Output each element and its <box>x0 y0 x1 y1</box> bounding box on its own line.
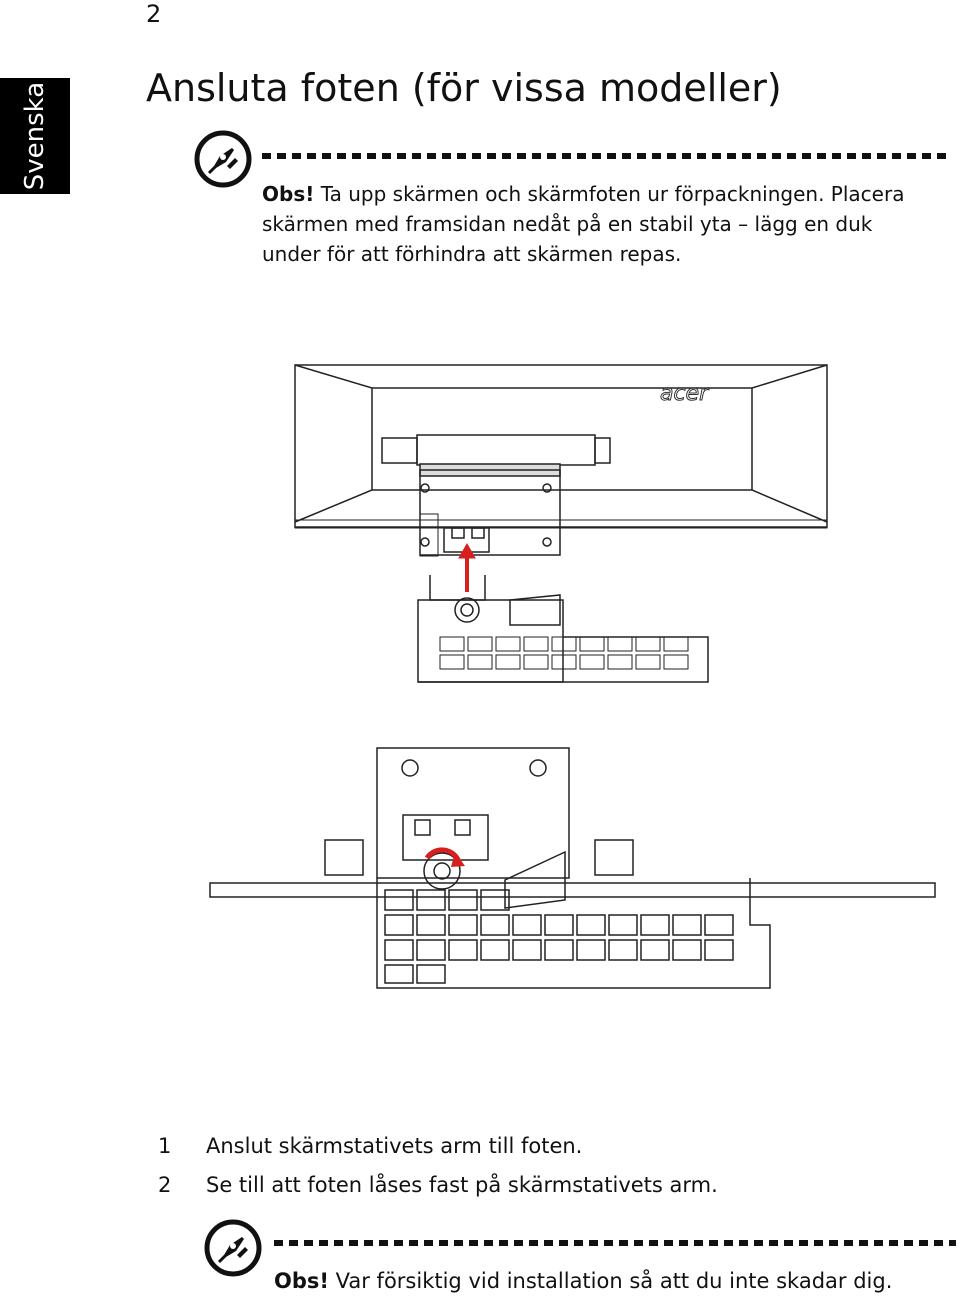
page-number: 2 <box>146 0 162 28</box>
note-1-text: Ta upp skärmen och skärmfoten ur förpackningen. Placera skärmen med framsidan nedåt på en stabil yta – lägg en duk under för att förhindra att skärmen repas. <box>262 182 905 266</box>
monitor-edge <box>210 883 935 897</box>
language-tab <box>0 78 70 194</box>
step-1-number: 1 <box>158 1134 172 1158</box>
note-2-label: Obs! <box>274 1269 329 1293</box>
step-2-text: Se till att foten låses fast på skärmstativets arm. <box>206 1173 718 1197</box>
figure-attach-stand <box>290 360 835 690</box>
note-2-text: Var försiktig vid installation så att du inte skadar dig. <box>328 1269 893 1293</box>
note-1 <box>262 179 922 269</box>
language-tab-label: Svenska <box>20 81 50 191</box>
acer-logo: acer <box>660 381 709 406</box>
note-pen-icon <box>194 130 252 188</box>
note-pen-icon <box>204 1219 262 1277</box>
note-divider <box>262 153 950 159</box>
monitor-back-panel <box>295 365 827 527</box>
step-1-text: Anslut skärmstativets arm till foten. <box>206 1134 583 1158</box>
page-title: Ansluta foten (för vissa modeller) <box>146 66 782 110</box>
note-2 <box>274 1266 954 1296</box>
step-2-number: 2 <box>158 1173 172 1197</box>
note-1-label: Obs! <box>262 182 315 206</box>
figure-lock-base <box>205 740 940 995</box>
note-divider <box>274 1240 956 1246</box>
